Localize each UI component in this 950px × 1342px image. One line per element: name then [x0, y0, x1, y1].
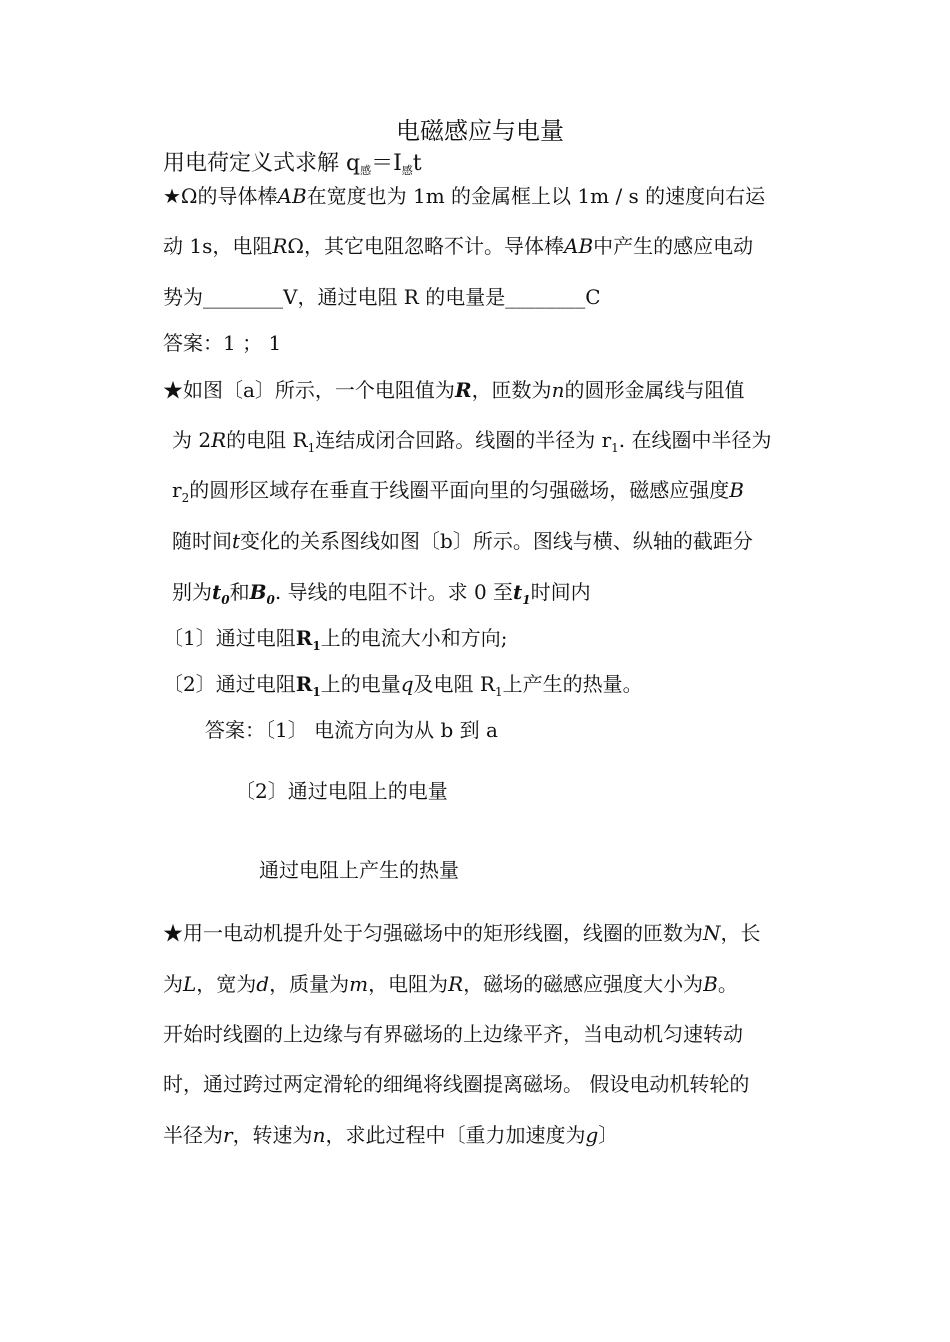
subtitle-equals: ＝I: [371, 151, 402, 176]
q2-text: 和: [229, 580, 250, 604]
q3-text: 为: [163, 972, 183, 996]
q2-var-r: R: [211, 428, 227, 452]
q2-text: ，匝数为: [471, 378, 552, 402]
q2-text: 〔1〕通过电阻: [163, 626, 296, 650]
q2-subscript: 0: [221, 593, 230, 607]
q3-text: ，长: [720, 921, 761, 945]
q3-var-r-small: r: [223, 1123, 233, 1147]
q3-text: ，宽为: [196, 972, 257, 996]
q2-line-5: [172, 578, 591, 609]
q2-text: 上的电量: [320, 672, 401, 696]
q3-text: ，磁场的磁感应强度大小为: [463, 972, 704, 996]
q2-text: . 导线的电阻不计。求 0 至: [274, 580, 514, 604]
q2-text: r: [172, 478, 182, 502]
q2-subscript: 1: [312, 685, 321, 699]
q1-text: 中产生的感应电动: [593, 234, 754, 258]
q2-text: 的圆形金属线与阻值: [564, 378, 745, 402]
q1-var-ab: AB: [277, 184, 307, 208]
q3-var-g: g: [585, 1123, 599, 1147]
q2-text: 及电阻 R: [413, 672, 495, 696]
q2-var-r1: R: [295, 672, 313, 696]
q3-var-m: m: [349, 972, 369, 996]
q2-subscript: 0: [266, 593, 275, 607]
q3-text: 半径为: [163, 1123, 223, 1147]
q2-answer-2: 〔2〕通过电阻上的电量: [235, 779, 448, 803]
q2-answer-3: 通过电阻上产生的热量: [259, 858, 459, 882]
q2-part-2: [163, 670, 643, 701]
q2-line-4: [172, 527, 753, 555]
q2-text: 的电阻 R: [226, 428, 308, 452]
q1-text: 动 1s，电阻: [163, 234, 273, 258]
q2-subscript: 2: [181, 491, 190, 505]
q3-line-3: 开始时线圈的上边缘与有界磁场的上边缘平齐，当电动机匀速转动: [163, 1022, 743, 1046]
q2-text: 连结成闭合回路。线圈的半径为 r: [315, 428, 612, 452]
q3-var-r: R: [448, 972, 464, 996]
q3-line-5: [163, 1121, 618, 1149]
q2-subscript: 1: [611, 441, 619, 455]
q3-text: ，求此过程中〔重力加速度为: [325, 1123, 586, 1147]
q2-var-b0: B: [249, 580, 267, 604]
q2-line-1: [163, 376, 744, 404]
q2-answer-1: 答案：〔1〕 电流方向为从 b 到 a: [205, 718, 498, 742]
q2-subscript: 1: [312, 639, 321, 653]
q2-line-3: [172, 476, 744, 507]
q2-var-t1: t: [513, 580, 523, 604]
q2-var-n: n: [551, 378, 565, 402]
q2-text: 随时间: [172, 529, 232, 553]
q2-var-t0: t: [212, 580, 222, 604]
q2-text: 别为: [172, 580, 212, 604]
q3-text: 。: [717, 972, 738, 996]
q3-var-n: N: [703, 921, 721, 945]
q2-subscript: 1: [522, 593, 531, 607]
q1-text: ★Ω的导体棒: [163, 184, 278, 208]
q1-line-2: [163, 232, 753, 260]
q1-answer: 答案：1 ； 1: [163, 331, 282, 355]
q3-text: 〕: [598, 1123, 619, 1147]
q2-var-r1: R: [295, 626, 313, 650]
q2-text: . 在线圈中半径为: [618, 428, 772, 452]
q3-text: ，质量为: [269, 972, 350, 996]
q2-subscript: 1: [494, 685, 503, 699]
q2-var-b: B: [729, 478, 744, 502]
q1-var-ab: AB: [564, 234, 594, 258]
q2-line-2: [172, 426, 772, 457]
q2-text: 的圆形区域存在垂直于线圈平面向里的匀强磁场，磁感应强度: [189, 478, 730, 502]
q2-text: 为 2: [172, 428, 212, 452]
q1-line-3: 势为________V，通过电阻 R 的电量是________C: [163, 285, 601, 309]
q2-part-1: [163, 624, 507, 655]
subtitle-end: t: [412, 151, 422, 176]
q1-line-1: [163, 182, 765, 210]
q2-var-t: t: [232, 529, 241, 553]
q2-var-q: q: [400, 672, 414, 696]
q1-text: 在宽度也为 1m 的金属框上以 1m / s 的速度向右运: [306, 184, 766, 208]
q3-text: ，电阻为: [368, 972, 449, 996]
section-subtitle: [163, 150, 422, 181]
page-title: 电磁感应与电量: [396, 117, 564, 145]
q2-text: 变化的关系图线如图〔b〕所示。图线与横、纵轴的截距分: [240, 529, 753, 553]
q2-text: 〔2〕通过电阻: [163, 672, 296, 696]
q1-var-r: R: [272, 234, 288, 258]
q2-text: 时间内: [530, 580, 591, 604]
q3-text: ★用一电动机提升处于匀强磁场中的矩形线圈，线圈的匝数为: [163, 921, 703, 945]
q3-line-2: [163, 970, 738, 998]
q2-subscript: 1: [307, 441, 316, 455]
subtitle-subscript-1: 感: [360, 164, 372, 177]
subtitle-text: 用电荷定义式求解 q: [163, 151, 361, 176]
q3-line-1: [163, 919, 761, 947]
q3-var-n-small: n: [312, 1123, 326, 1147]
q3-var-l: L: [183, 972, 197, 996]
q1-text: Ω，其它电阻忽略不计。导体棒: [287, 234, 565, 258]
q2-text: ★如图〔a〕所示，一个电阻值为: [163, 378, 455, 402]
q2-text: 上的电流大小和方向;: [320, 626, 508, 650]
subtitle-subscript-2: 感: [401, 164, 413, 177]
q3-var-d: d: [256, 972, 270, 996]
q2-text: 上产生的热量。: [502, 672, 643, 696]
q3-var-b: B: [703, 972, 718, 996]
q3-line-4: 时，通过跨过两定滑轮的细绳将线圈提离磁场。 假设电动机转轮的: [163, 1072, 750, 1096]
q3-text: ，转速为: [232, 1123, 313, 1147]
q2-var-r: R: [454, 378, 472, 402]
